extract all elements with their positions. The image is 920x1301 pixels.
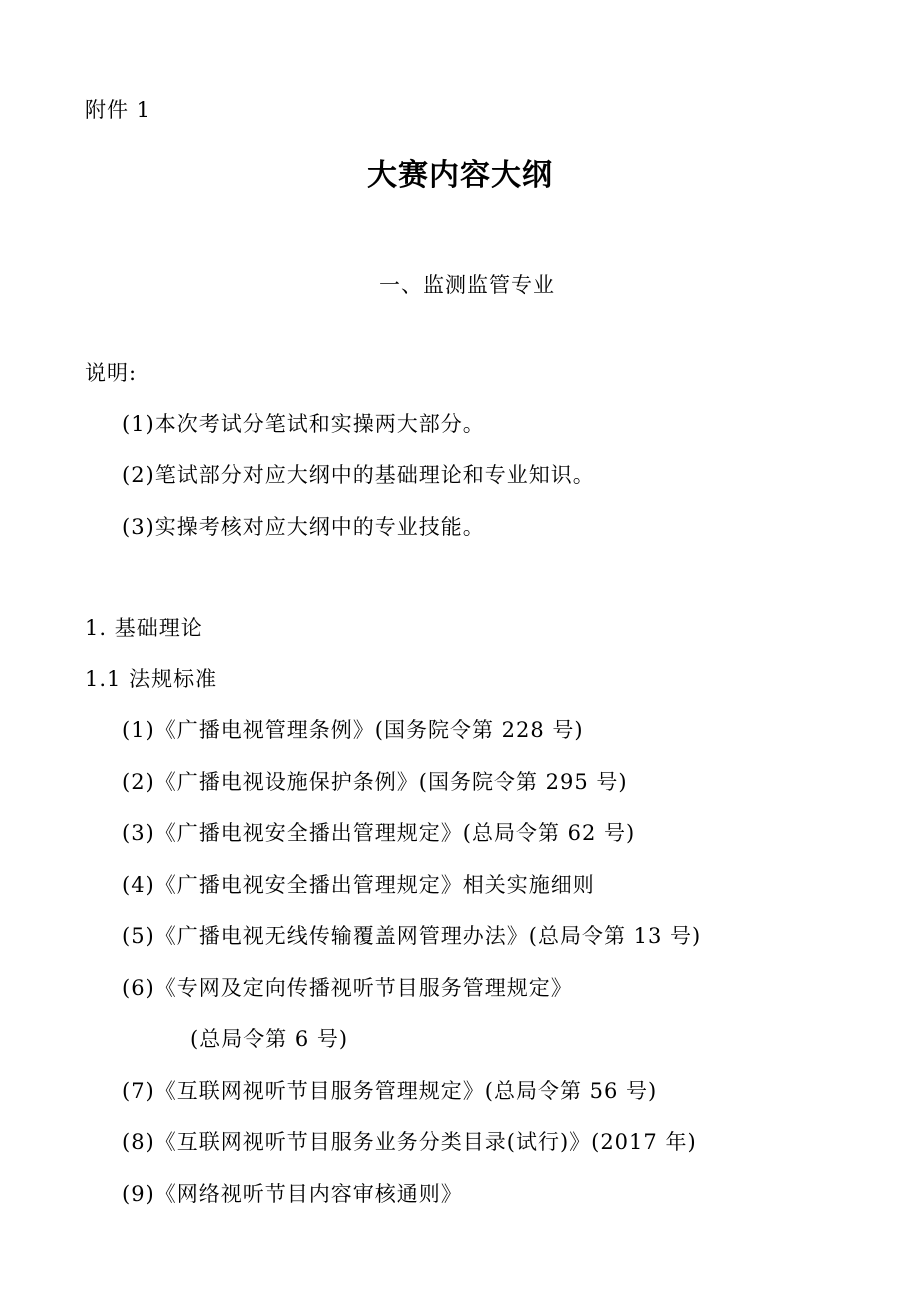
- regulation-item-6: (6)《专网及定向传播视听节目服务管理规定》: [122, 976, 573, 1000]
- attachment-label: 附件 1: [85, 98, 152, 122]
- regulation-item-7: (7)《互联网视听节目服务管理规定》(总局令第 56 号): [122, 1079, 658, 1103]
- note-item-2: (2)笔试部分对应大纲中的基础理论和专业知识。: [122, 463, 595, 487]
- regulation-item-8: (8)《互联网视听节目服务业务分类目录(试行)》(2017 年): [122, 1130, 697, 1154]
- note-item-1: (1)本次考试分笔试和实操两大部分。: [122, 412, 485, 436]
- page-title: 大赛内容大纲: [367, 158, 553, 193]
- section-heading-basic-theory: 1. 基础理论: [85, 616, 203, 640]
- regulation-item-2: (2)《广播电视设施保护条例》(国务院令第 295 号): [122, 770, 628, 794]
- regulation-item-1: (1)《广播电视管理条例》(国务院令第 228 号): [122, 718, 584, 742]
- regulation-item-9: (9)《网络视听节目内容审核通则》: [122, 1182, 463, 1206]
- note-item-3: (3)实操考核对应大纲中的专业技能。: [122, 515, 485, 539]
- regulation-item-6-continuation: (总局令第 6 号): [190, 1027, 349, 1051]
- section-subtitle: 一、监测监管专业: [379, 273, 555, 297]
- notes-label: 说明:: [85, 361, 138, 385]
- regulation-item-4: (4)《广播电视安全播出管理规定》相关实施细则: [122, 873, 595, 897]
- regulation-item-3: (3)《广播电视安全播出管理规定》(总局令第 62 号): [122, 821, 636, 845]
- subsection-heading-regulations: 1.1 法规标准: [85, 667, 218, 691]
- regulation-item-5: (5)《广播电视无线传输覆盖网管理办法》(总局令第 13 号): [122, 924, 702, 948]
